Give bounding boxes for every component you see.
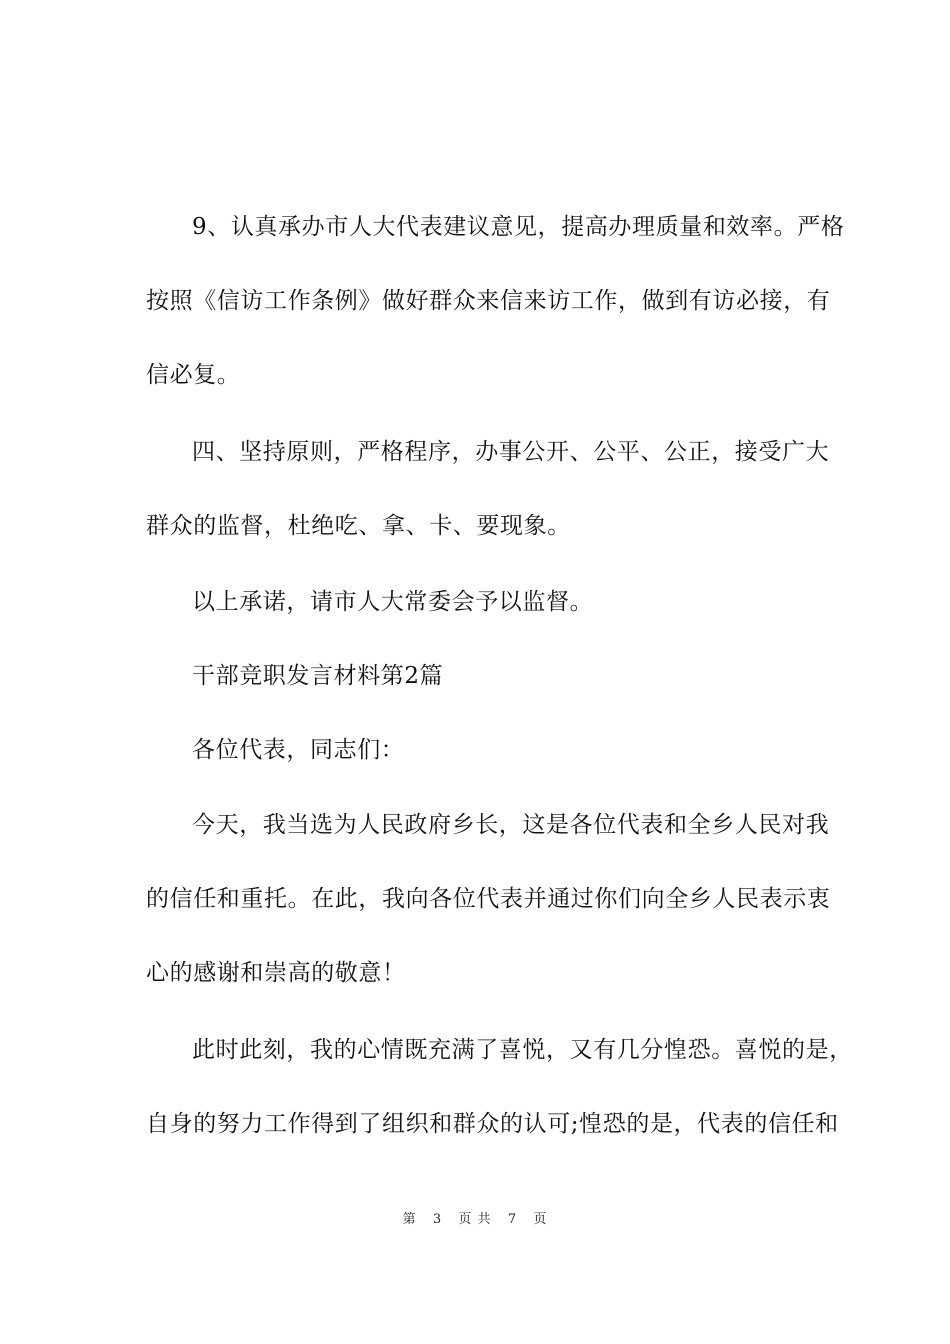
text-line: 干部竞职发言材料第2篇 xyxy=(192,663,444,689)
text-line: 此时此刻，我的心情既充满了喜悦，又有几分惶恐。喜悦的是， xyxy=(192,1037,853,1063)
footer-middle: 页 共 xyxy=(458,1212,492,1227)
text-line: 信必复。 xyxy=(146,362,241,388)
footer-current-page: 3 xyxy=(432,1212,443,1227)
page-footer xyxy=(0,1208,950,1227)
text-line: 自身的努力工作得到了组织和群众的认可;惶恐的是，代表的信任和 xyxy=(146,1111,839,1137)
footer-prefix: 第 xyxy=(402,1212,417,1227)
text-line: 今天，我当选为人民政府乡长，这是各位代表和全乡人民对我 xyxy=(192,812,830,838)
footer-total-pages: 7 xyxy=(507,1212,518,1227)
salutation xyxy=(146,713,836,787)
paragraph-moment xyxy=(146,1013,853,1161)
paragraph-today xyxy=(146,788,836,1010)
paragraph-item-9 xyxy=(146,190,845,412)
text-line: 以上承诺，请市人大常委会予以监督。 xyxy=(192,589,594,615)
text-line: 的信任和重托。在此，我向各位代表并通过你们向全乡人民表示衷 xyxy=(146,886,831,912)
text-line: 各位代表，同志们： xyxy=(192,737,405,763)
section-title xyxy=(146,639,836,713)
paragraph-closing xyxy=(146,565,836,639)
footer-suffix: 页 xyxy=(533,1212,548,1227)
text-line: 四、坚持原则，严格程序，办事公开、公平、公正，接受广大 xyxy=(192,439,830,465)
text-line: 群众的监督，杜绝吃、拿、卡、要现象。 xyxy=(146,513,571,539)
text-line: 按照《信访工作条例》做好群众来信来访工作，做到有访必接，有 xyxy=(146,288,831,314)
text-line: 9、认真承办市人大代表建议意见，提高办理质量和效率。严格 xyxy=(192,214,845,240)
text-line: 心的感谢和崇高的敬意！ xyxy=(146,960,406,986)
paragraph-section-4 xyxy=(146,415,836,563)
